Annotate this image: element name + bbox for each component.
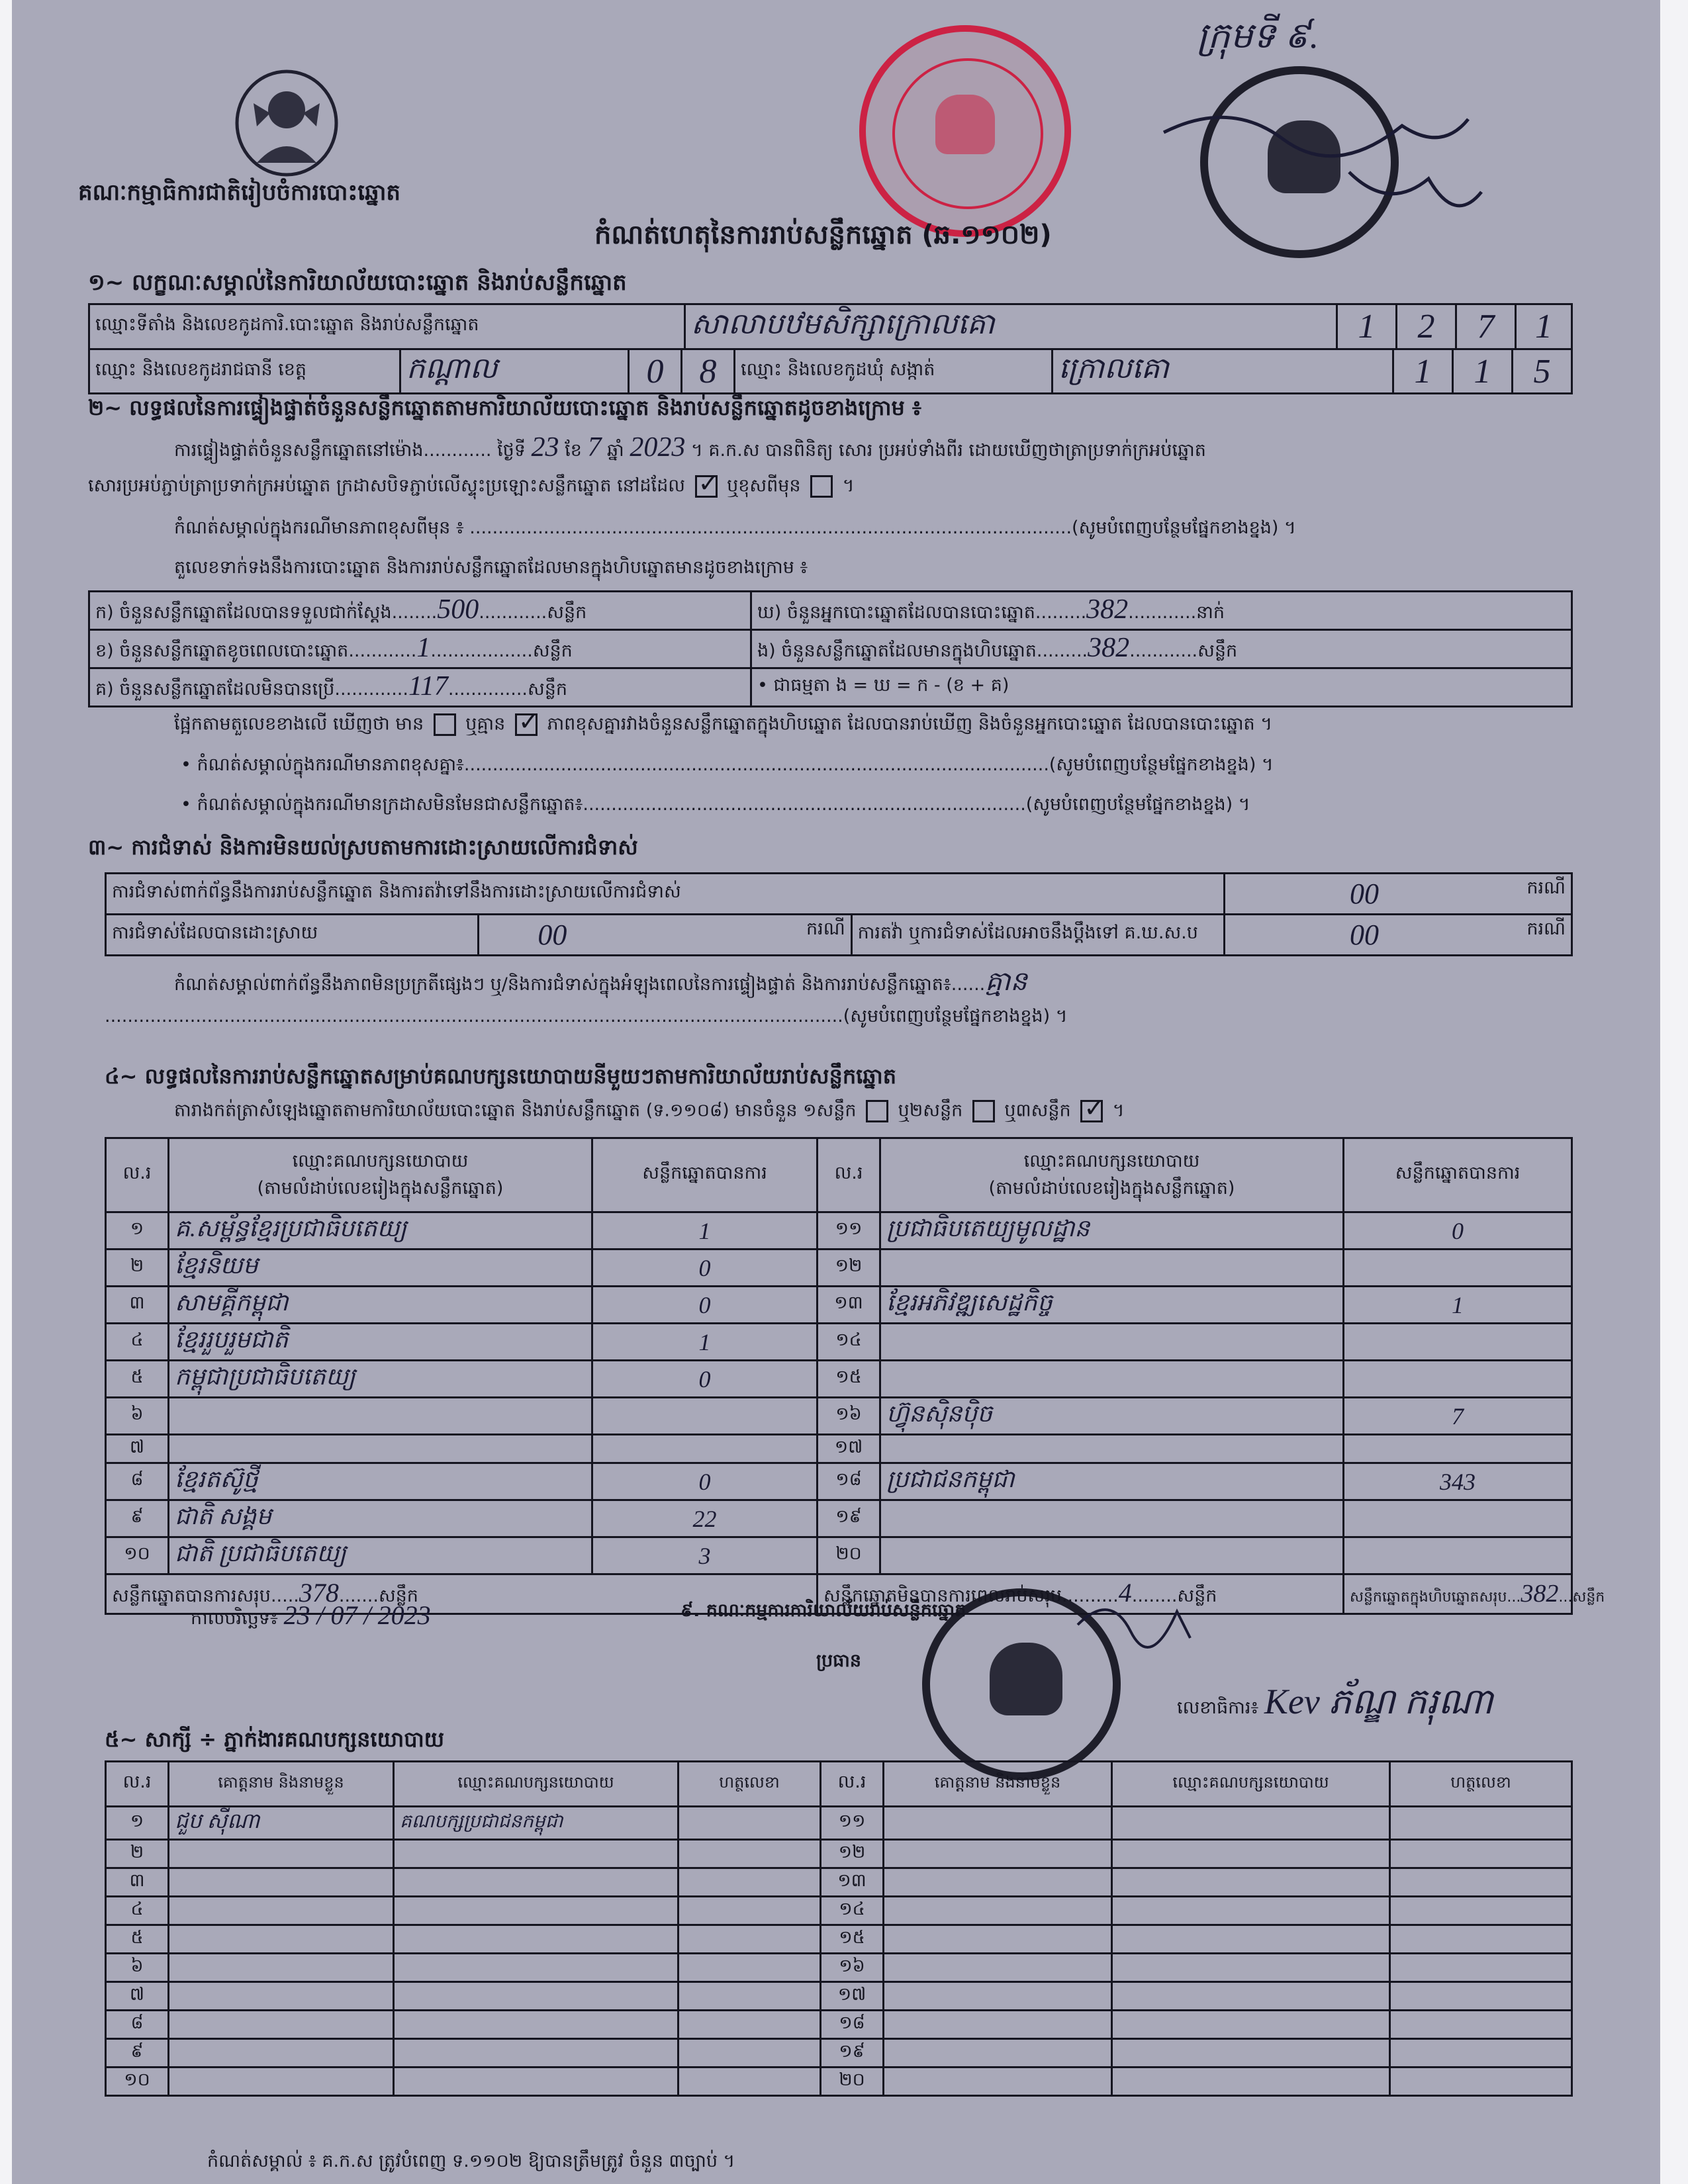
chair-label: ប្រធាន: [816, 1651, 862, 1671]
table-row: ៧ ១៧: [106, 1982, 1572, 2011]
table-row: ១ ជួប ស៊ីណា គណបក្សប្រជាជនកម្ពុជា ១១: [106, 1807, 1572, 1840]
table-row: ១ គ.សម្ព័ន្ធខ្មែរប្រជាធិបតេយ្យ 1 ១១ ប្រជាធិបតេយ្យមូលដ្ឋាន 0: [106, 1212, 1572, 1250]
party-results-table: ល.រ ឈ្មោះគណបក្សនយោបាយ (តាមលំដាប់លេខរៀងក្នុងសន្លឹកឆ្នោត) សន្លឹកឆ្នោតបានការ ល.រ ឈ្មោះគណបក្សនយោបាយ (តាមលំដាប់លេខរៀងក្នុងសន្លឹកឆ្នោត) សន្លឹកឆ្នោតបានការ ១ គ.សម្ព័ន្ធខ្មែរប្រជាធិបតេយ្យ 1 ១១ ប្រជាធិបតេយ្យមូលដ្ឋាន 0 ២ ខ្មែរនិយម 0 ១២ ៣ សាមគ្គីកម្ពុជា 0 ១៣ ខ្មែរអភិវឌ្ឍសេដ្ឋកិច្ច 1 ៤ ខ្មែររួបរួមជាតិ 1 ១៤ ៥ កម្ពុជាប្រជាធិបតេយ្យ 0 ១៥ ៦ ១៦ ហ៊្វុនស៊ិនប៉ិច 7 ៧ ១៧ ៨ ខ្មែរតស៊ូថ្មី 0 ១៨ ប្រជាជនកម្ពុជា 343 ៩ ជាតិ សង្គម 22 ១៩ ១០ ជាតិ ប្រជាធិបតេយ្យ 3 ២០ សន្លឹកឆ្នោតបានការសរុប.....378.......សន្លឹក សន្លឹកឆ្នោតមិនបានការពេលរាប់សរុប..........4........សន្លឹក សន្លឹកឆ្នោតក្នុងហិបឆ្នោតសរុប...382...សន្លឹក: [105, 1137, 1573, 1615]
table-row: ៨ ខ្មែរតស៊ូថ្មី 0 ១៨ ប្រជាជនកម្ពុជា 343: [106, 1463, 1572, 1500]
no-discrepancy-checkbox[interactable]: [515, 713, 538, 736]
tally-sheet-line: តារាងកត់ត្រាសំឡេងឆ្នោតតាមការិយាល័យបោះឆ្នោត និងរាប់សន្លឹកឆ្នោត (ទ.១១០៨) មានចំនួន ១សន្លឹក ឬ២សន្លឹក ឬ៣សន្លឹក ✓ ។: [174, 1100, 1125, 1122]
section5-title: ៥~ សាក្សី ÷ ភ្នាក់ងារគណបក្សនយោបាយ: [105, 1727, 445, 1752]
table-row: ៥ កម្ពុជាប្រជាធិបតេយ្យ 0 ១៥: [106, 1361, 1572, 1398]
table-row: ១០ ជាតិ ប្រជាធិបតេយ្យ 3 ២០: [106, 1537, 1572, 1574]
footer-note: កំណត់សម្គាល់ ៖ គ.ក.ស ត្រូវបំពេញ ទ.១១០២ ឱ្យបានត្រឹមត្រូវ ចំនួន ៣ច្បាប់ ។: [207, 2151, 735, 2171]
changed-checkbox[interactable]: [810, 475, 833, 498]
table-row: ៣ ១៣: [106, 1868, 1572, 1897]
two-sheets-checkbox[interactable]: [972, 1100, 995, 1122]
chair-signature: [1071, 1585, 1203, 1651]
table-row: ១០ ២០: [106, 2068, 1572, 2096]
table-row: ៧ ១៧: [106, 1435, 1572, 1463]
one-sheet-checkbox[interactable]: [866, 1100, 888, 1122]
table-row: ៣ សាមគ្គីកម្ពុជា 0 ១៣ ខ្មែរអភិវឌ្ឍសេដ្ឋកិច្ច 1: [106, 1287, 1572, 1324]
date-line: កាលបរិច្ឆេទ៖ 23 / 07 / 2023: [191, 1600, 431, 1630]
commission-name: គណៈកម្មាធិការជាតិរៀបចំការបោះឆ្នោត: [78, 179, 401, 206]
unchanged-checkbox[interactable]: [695, 475, 718, 498]
station-name: សាលាបឋមសិក្សាក្រោលគោ: [685, 304, 1337, 349]
section4-title: ៤~ លទ្ធផលនៃការរាប់សន្លឹកឆ្នោតសម្រាប់គណបក្សនយោបាយនីមួយៗតាមការិយាល័យរាប់សន្លឹកឆ្នោត: [105, 1064, 897, 1089]
discrepancy-line: ផ្អែកតាមតួលេខខាងលើ ឃើញថា មាន ឬគ្មាន ✓ ភាពខុសគ្នារវាងចំនួនសន្លឹកឆ្នោតក្នុងហិបឆ្នោត ដែលបានរាប់ឃើញ និងចំនួនអ្នកបោះឆ្នោត ដែលបានបោះឆ្នោត ។: [174, 713, 1272, 736]
province-info-table: ឈ្មោះ និងលេខកូដរាជធានី ខេត្ត កណ្តាល 0 8 ឈ្មោះ និងលេខកូដឃុំ សង្កាត់ ក្រោលគោ 1 1 5: [88, 348, 1573, 394]
red-seal-stamp: [859, 25, 1071, 237]
has-discrepancy-checkbox[interactable]: [434, 713, 456, 736]
table-row: ៥ ១៥: [106, 1925, 1572, 1954]
station-label: ឈ្មោះទីតាំង និងលេខកូដការិ.បោះឆ្នោត និងរាប់សន្លឹកឆ្នោត: [89, 304, 685, 349]
irregularity-note: កំណត់សម្គាល់ពាក់ព័ន្ធនឹងភាពមិនប្រក្រតីផ្សេងៗ ឬ/និងការជំទាស់ក្នុងអំឡុងពេលនៃការផ្ទៀងផ្ទាត់ និងការរាប់សន្លឹកឆ្នោត៖......គ្មាន: [174, 966, 1027, 996]
three-sheets-checkbox[interactable]: [1080, 1100, 1103, 1122]
table-row: ២ ១២: [106, 1840, 1572, 1868]
irregularity-note-2: ..................................................................................................................................(សូមបំពេញបន្ថែមផ្នែកខាងខ្នង) ។: [105, 1006, 1068, 1026]
section3-title: ៣~ ការជំទាស់ និងការមិនយល់ស្របតាមការដោះស្រាយលើការជំទាស់: [88, 835, 638, 860]
station-info-table: ឈ្មោះទីតាំង និងលេខកូដការិ.បោះឆ្នោត និងរាប់សន្លឹកឆ្នោត សាលាបឋមសិក្សាក្រោលគោ 1 2 7 1: [88, 303, 1573, 350]
objections-table: ការជំទាស់ពាក់ព័ន្ធនឹងការរាប់សន្លឹកឆ្នោត និងការតវ៉ាទៅនឹងការដោះស្រាយលើការជំទាស់ 00 ករណី ការជំទាស់ដែលបានដោះស្រាយ 00 ករណី ការតវ៉ា ឬការជំទាស់ដែលអាចនឹងប្តឹងទៅ គ.ឃ.ស.ប 00 ករណី: [105, 872, 1573, 956]
table-row: ៤ ខ្មែររួបរួមជាតិ 1 ១៤: [106, 1324, 1572, 1361]
section1-title: ១~ លក្ខណៈសម្គាល់នៃការិយាល័យបោះឆ្នោត និងរាប់សន្លឹកឆ្នោត: [88, 269, 627, 296]
committee-label: ៩. គណៈកម្មការការិយាល័យរាប់សន្លឹកឆ្នោត: [680, 1600, 966, 1621]
table-row: ៤ ១៤: [106, 1897, 1572, 1925]
witness-table: ល.រ គោត្តនាម និងនាមខ្លួន ឈ្មោះគណបក្សនយោបាយ ហត្ថលេខា ល.រ គោត្តនាម និងនាមខ្លួន ឈ្មោះគណបក្សនយោបាយ ហត្ថលេខា ១ ជួប ស៊ីណា គណបក្សប្រជាជនកម្ពុជា ១១ ២ ១២ ៣ ១៣ ៤ ១៤ ៥ ១៥ ៦ ១៦ ៧ ១៧ ៨ ១៨ ៩ ១៩ ១០ ២០: [105, 1760, 1573, 2097]
signature-top: [1150, 79, 1495, 225]
emblem-icon: [230, 64, 343, 179]
change-note-line: កំណត់សម្គាល់ក្នុងករណីមានភាពខុសពីមុន ៖ ..........................................................................................................(សូមបំពេញបន្ថែមផ្នែកខាងខ្នង) ។: [174, 518, 1296, 538]
handwritten-reference: ក្រុមទី ៩.: [1197, 16, 1319, 56]
seal-status-line: សោរប្រអប់ភ្ជាប់ត្រាប្រទាក់ក្រអប់ឆ្នោត ក្រដាសបិទភ្ជាប់លើស្ទុះប្រឡោះសន្លឹកឆ្នោត នៅដដែល ✓ ឬខុសពីមុន ។: [88, 475, 855, 498]
document-sheet: [12, 0, 1660, 2184]
page-title: កំណត់ហេតុនៃការរាប់សន្លឹកឆ្នោត (ឆ.១១០២): [594, 220, 1052, 250]
discrepancy-note: • កំណត់សម្គាល់ក្នុងករណីមានភាពខុសគ្នា៖.......................................................................................................(សូមបំពេញបន្ថែមផ្នែកខាងខ្នង) ។: [181, 754, 1274, 775]
secretary-line: លេខាធិការ៖ Kev ភ័ណ្ឌ ករុណា: [1177, 1682, 1493, 1721]
ballot-figures-table: ក) ចំនួនសន្លឹកឆ្នោតដែលបានទទួលជាក់ស្តែង........500............សន្លឹក ឃ) ចំនួនអ្នកបោះឆ្នោតដែលបានបោះឆ្នោត.........382............នាក់ ខ) ចំនួនសន្លឹកឆ្នោតខូចពេលបោះឆ្នោត............1..................សន្លឹក ង) ចំនួនសន្លឹកឆ្នោតដែលមានក្នុងហិបឆ្នោត.........382............សន្លឹក គ) ចំនួនសន្លឹកឆ្នោតដែលមិនបានប្រើ.............117..............សន្លឹក • ជាធម្មតា ង = ឃ = ក - (ខ + គ): [88, 590, 1573, 707]
table-row: ៦ ១៦: [106, 1954, 1572, 1982]
section2-title: ២~ លទ្ធផលនៃការផ្ទៀងផ្ទាត់ចំនួនសន្លឹកឆ្នោតតាមការិយាល័យបោះឆ្នោត និងរាប់សន្លឹកឆ្នោតដូចខាងក្រោម ៖: [88, 395, 921, 420]
table-row: ៨ ១៨: [106, 2011, 1572, 2039]
verification-line: ការផ្ទៀងផ្ទាត់ចំនួនសន្លឹកឆ្នោតនៅម៉ោង............ ថ្ងៃទី 23 ខែ 7 ឆ្នាំ 2023 ។ គ.ក.ស បានពិនិត្យ សោរ ប្រអប់ទាំងពីរ ដោយឃើញថាត្រាប្រទាក់ក្រអប់ឆ្នោត: [174, 432, 1206, 463]
table-row: ២ ខ្មែរនិយម 0 ១២: [106, 1250, 1572, 1287]
table-row: ៦ ១៦ ហ៊្វុនស៊ិនប៉ិច 7: [106, 1398, 1572, 1435]
table-row: ៩ ១៩: [106, 2039, 1572, 2068]
figures-intro: តួលេខទាក់ទងនឹងការបោះឆ្នោត និងការរាប់សន្លឹកឆ្នោតដែលមានក្នុងហិបឆ្នោតមានដូចខាងក្រោម ៖: [174, 557, 808, 578]
table-row: ៩ ជាតិ សង្គម 22 ១៩: [106, 1500, 1572, 1537]
non-ballot-note: • កំណត់សម្គាល់ក្នុងករណីមានក្រដាសមិនមែនជាសន្លឹកឆ្នោត៖..............................................................................(សូមបំពេញបន្ថែមផ្នែកខាងខ្នង) ។: [181, 794, 1250, 815]
